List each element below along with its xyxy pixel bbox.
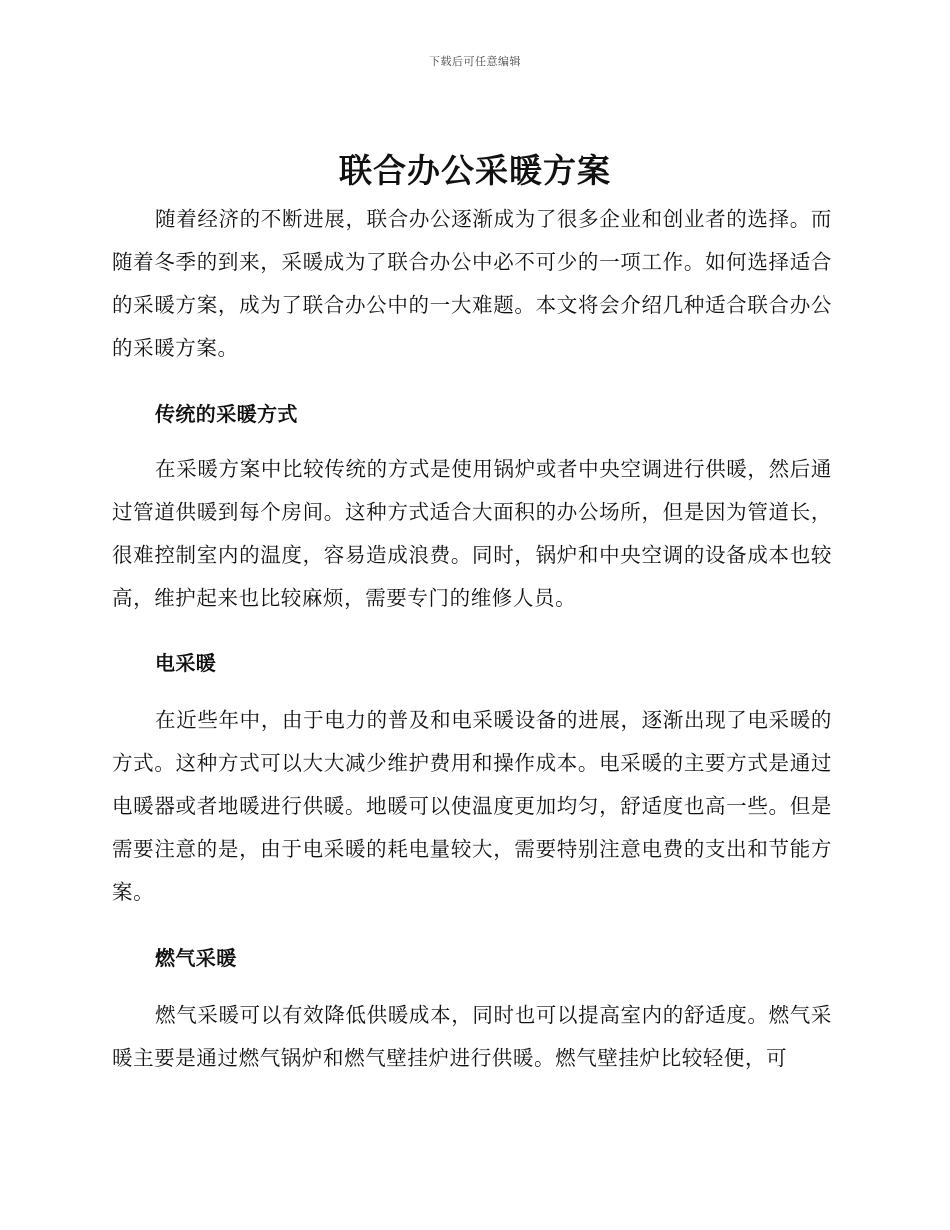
section-paragraph-electric: 在近些年中，由于电力的普及和电采暖设备的进展，逐渐出现了电采暖的方式。这种方式可以大大减少维护费用和操作成本。电采暖的主要方式是通过电暖器或者地暖进行供暖。地暖可以使温度更加均匀，舒适度也高一些。但是需要注意的是，由于电采暖的耗电量较大，需要特别注意电费的支出和节能方案。 [112,708,832,904]
section-heading-traditional: 传统的采暖方式 [155,402,298,426]
document-title: 联合办公采暖方案 [339,151,611,190]
section-paragraph-traditional: 在采暖方案中比较传统的方式是使用锅炉或者中央空调进行供暖，然后通过管道供暖到每个房间。这种方式适合大面积的办公场所，但是因为管道长，很难控制室内的温度，容易造成浪费。同时，锅炉和中央空调的设备成本也较高，维护起来也比较麻烦，需要专门的维修人员。 [112,457,832,610]
intro-paragraph: 随着经济的不断进展，联合办公逐渐成为了很多企业和创业者的选择。而随着冬季的到来，采暖成为了联合办公中必不可少的一项工作。如何选择适合的采暖方案，成为了联合办公中的一大难题。本文将会介绍几种适合联合办公的采暖方案。 [112,207,832,360]
section-heading-gas: 燃气采暖 [155,946,237,970]
section-paragraph-gas: 燃气采暖可以有效降低供暖成本，同时也可以提高室内的舒适度。燃气采暖主要是通过燃气锅炉和燃气壁挂炉进行供暖。燃气壁挂炉比较轻便，可 [112,1003,832,1070]
section-heading-electric: 电采暖 [155,651,217,675]
header-note: 下载后可任意编辑 [429,55,521,68]
